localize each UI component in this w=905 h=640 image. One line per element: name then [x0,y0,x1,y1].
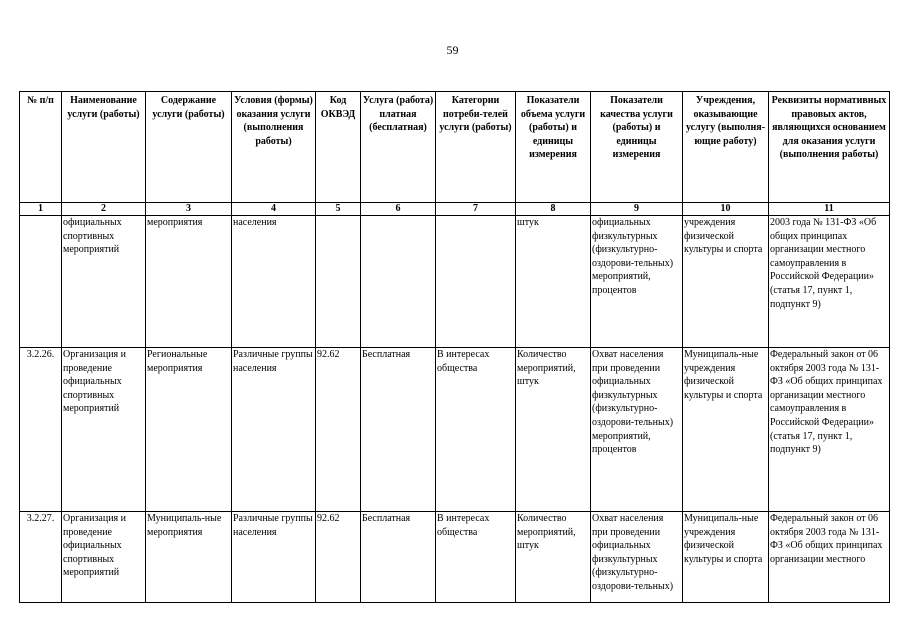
column-number: 5 [316,203,361,216]
col-header-paid: Услуга (работа) платная (бесплатная) [361,92,436,203]
cell-name: Организация и проведение официальных спортивных мероприятий [62,512,146,603]
cell-number: 3.2.26. [20,348,62,512]
cell-acts: Федеральный закон от 06 октября 2003 года № 131-ФЗ «Об общих принципах организации местного [769,512,890,603]
column-number: 11 [769,203,890,216]
col-header-number: № п/п [20,92,62,203]
cell-name: Организация и проведение официальных спортивных мероприятий [62,348,146,512]
col-header-volume: Показатели объема услуги (работы) и единицы измерения [516,92,591,203]
cell-volume: Количество мероприятий, штук [516,348,591,512]
cell-acts: Федеральный закон от 06 октября 2003 года № 131-ФЗ «Об общих принципах организации местного самоуправления в Российской Федерации» (статья 17, пункт 1, подпункт 9) [769,348,890,512]
table-row [20,348,890,512]
cell-acts: 2003 года № 131-ФЗ «Об общих принципах организации местного самоуправления в Российской Федерации» (статья 17, пункт 1, подпункт 9) [769,216,890,348]
cell-institutions: Муниципаль-ные учреждения физической культуры и спорта [683,512,769,603]
cell-volume: Количество мероприятий, штук [516,512,591,603]
col-header-okved: Код ОКВЭД [316,92,361,203]
cell-quality: Охват населения при проведении официальных физкультурных (физкультурно-оздорови-тельных) мероприятий, процентов [591,348,683,512]
cell-institutions: учреждения физической культуры и спорта [683,216,769,348]
cell-number: 3.2.27. [20,512,62,603]
cell-paid: Бесплатная [361,348,436,512]
col-header-conditions: Условия (формы) оказания услуги (выполнения работы) [232,92,316,203]
col-header-content: Содержание услуги (работы) [146,92,232,203]
header-row [20,92,890,203]
cell-consumers: В интересах общества [436,512,516,603]
cell-quality: официальных физкультурных (физкультурно-оздорови-тельных) мероприятий, процентов [591,216,683,348]
cell-name: официальных спортивных мероприятий [62,216,146,348]
col-header-consumers: Категории потреби-телей услуги (работы) [436,92,516,203]
cell-content: Региональные мероприятия [146,348,232,512]
column-number: 8 [516,203,591,216]
column-number: 2 [62,203,146,216]
column-number: 6 [361,203,436,216]
cell-institutions: Муниципаль-ные учреждения физической культуры и спорта [683,348,769,512]
cell-consumers [436,216,516,348]
column-number: 7 [436,203,516,216]
column-number: 4 [232,203,316,216]
col-header-acts: Реквизиты нормативных правовых актов, являющихся основанием для оказания услуги (выполнения работы) [769,92,890,203]
cell-volume: штук [516,216,591,348]
col-header-institutions: Учреждения, оказывающие услугу (выполня-ющие работу) [683,92,769,203]
column-number: 3 [146,203,232,216]
cell-paid [361,216,436,348]
cell-okved [316,216,361,348]
services-table [19,91,890,603]
column-number: 1 [20,203,62,216]
cell-conditions: Различные группы населения [232,348,316,512]
table-row [20,512,890,603]
cell-conditions: Различные группы населения [232,512,316,603]
column-number: 9 [591,203,683,216]
cell-conditions: населения [232,216,316,348]
col-header-quality: Показатели качества услуги (работы) и единицы измерения [591,92,683,203]
page-number: 59 [446,43,459,57]
cell-quality: Охват населения при проведении официальных физкультурных (физкультурно-оздорови-тельных) [591,512,683,603]
cell-okved: 92.62 [316,512,361,603]
cell-consumers: В интересах общества [436,348,516,512]
col-header-name: Наименование услуги (работы) [62,92,146,203]
cell-content: мероприятия [146,216,232,348]
cell-okved: 92.62 [316,348,361,512]
cell-content: Муниципаль-ные мероприятия [146,512,232,603]
cell-paid: Бесплатная [361,512,436,603]
column-number-row [20,203,890,216]
table-row [20,216,890,348]
cell-number [20,216,62,348]
column-number: 10 [683,203,769,216]
